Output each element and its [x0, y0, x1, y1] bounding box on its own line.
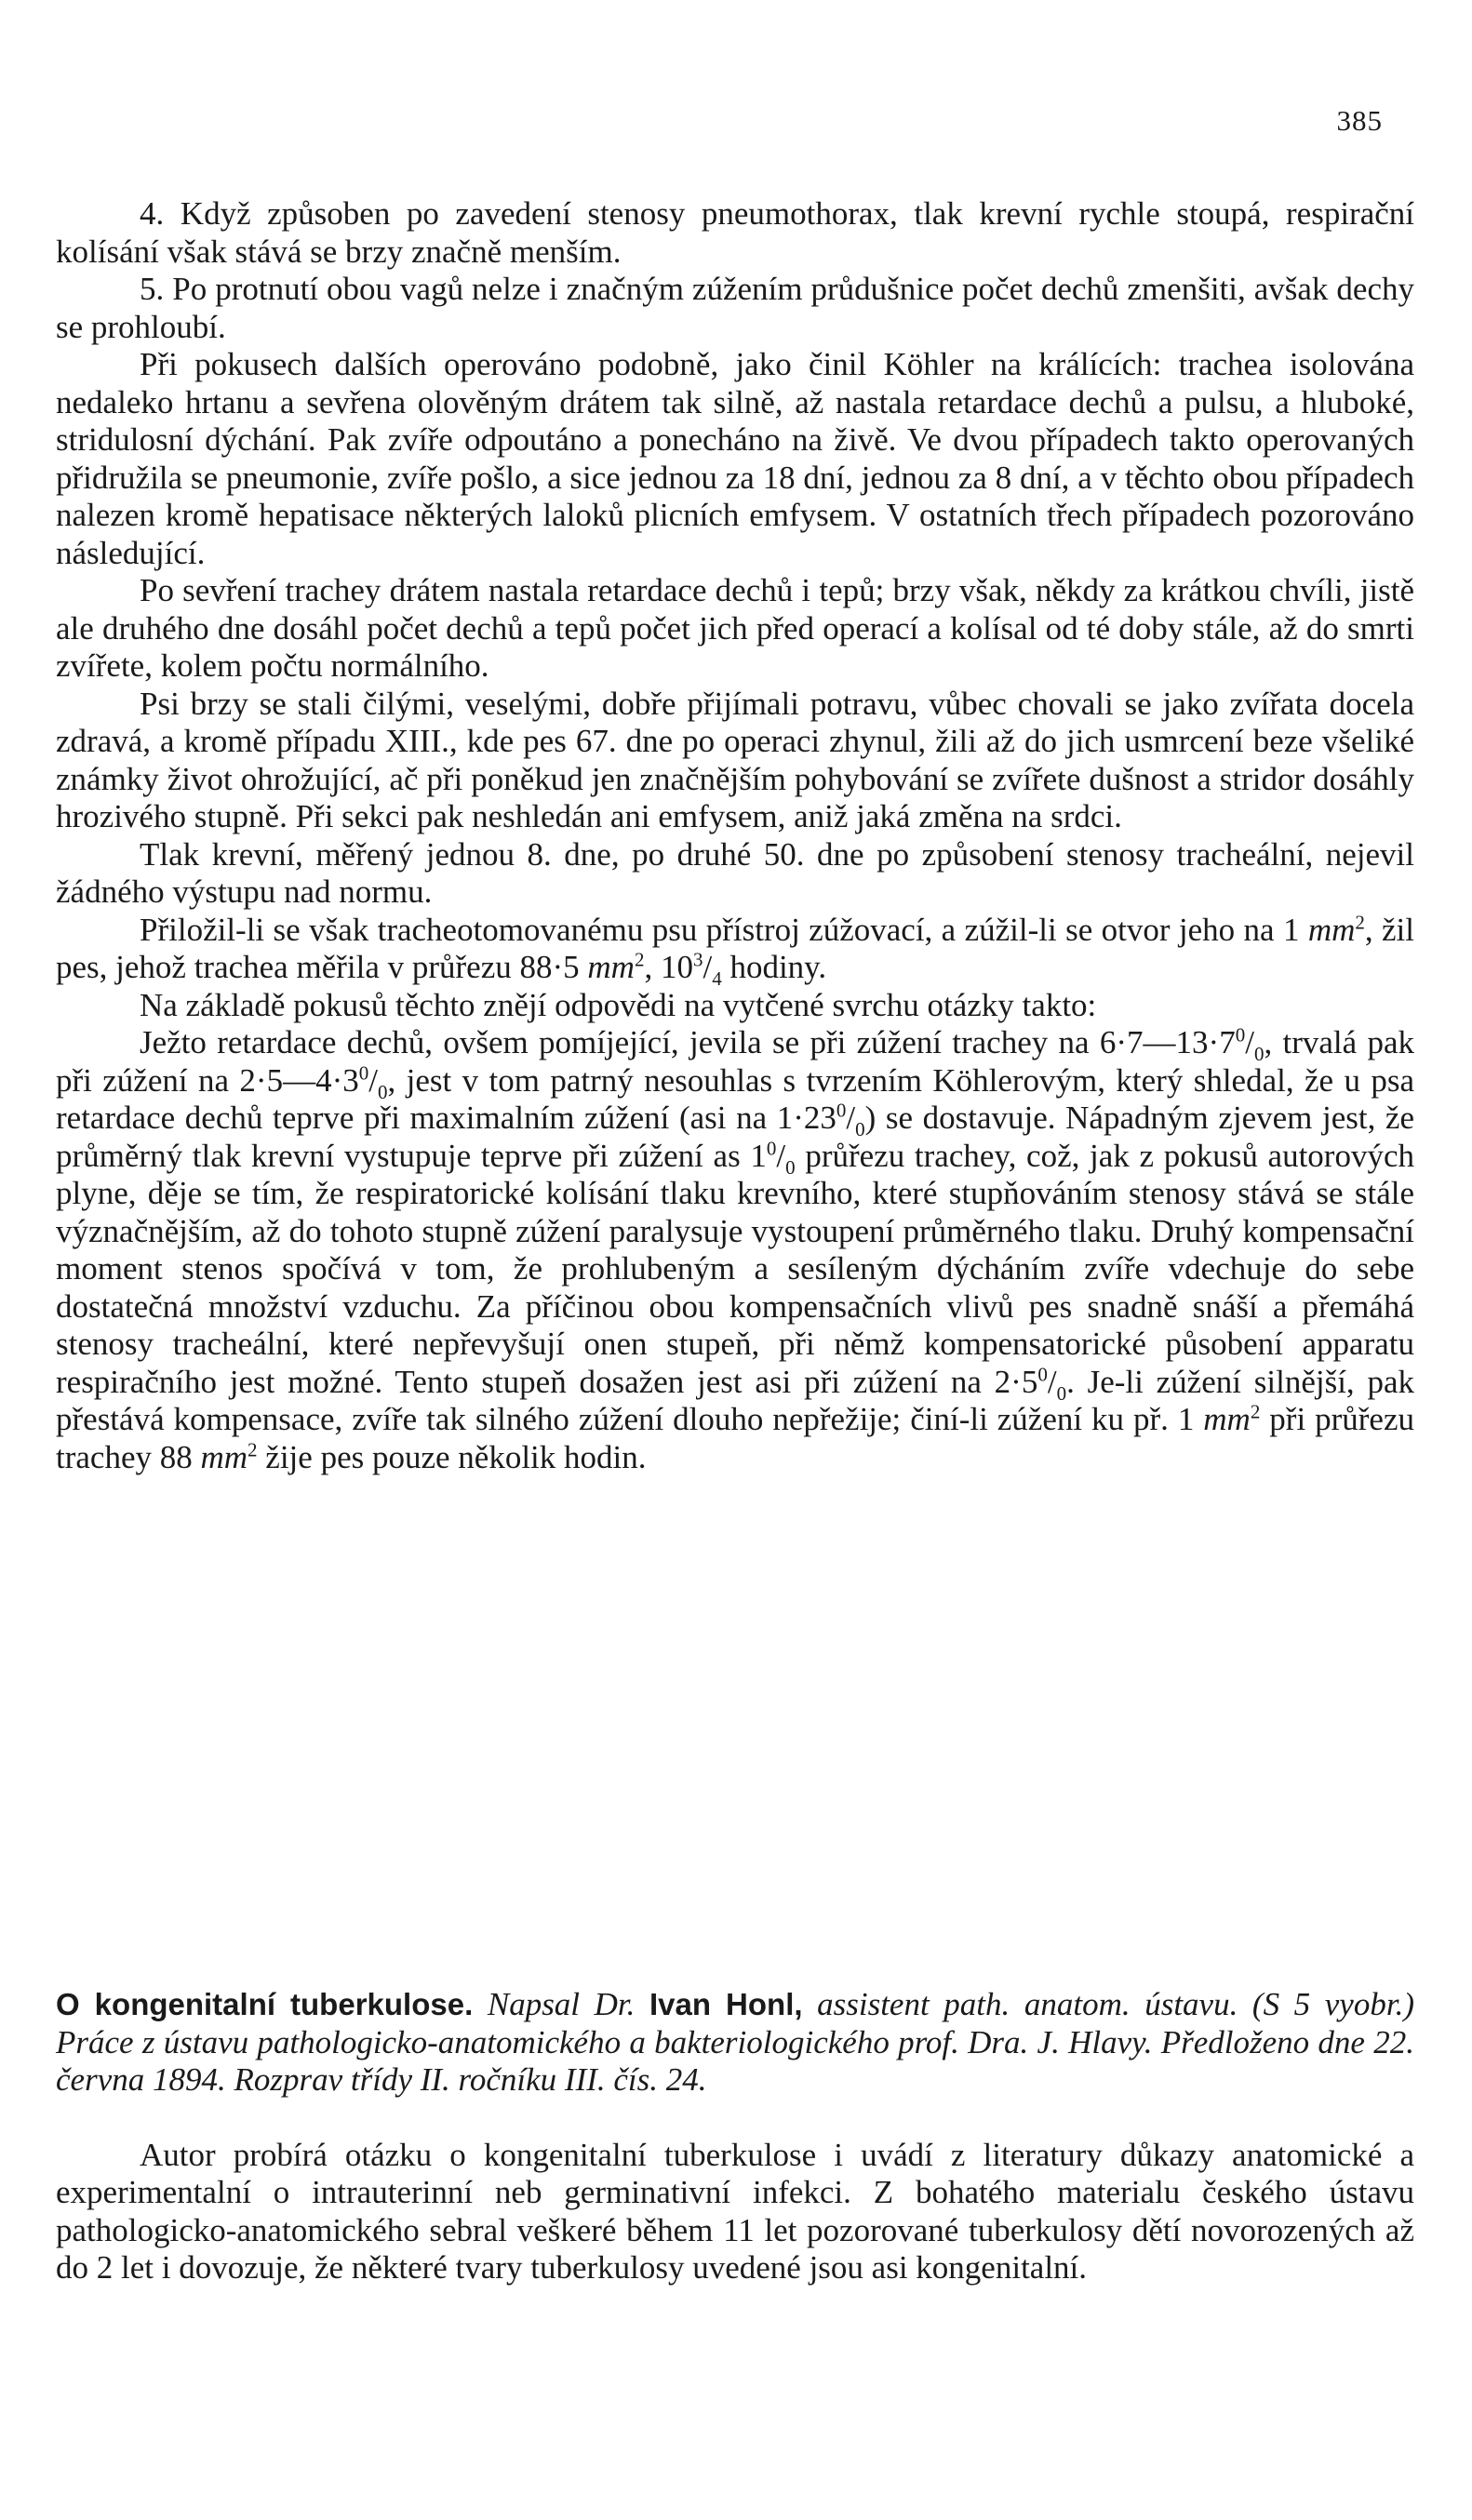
text-run: žije pes pouze několik hodin. [257, 1438, 647, 1475]
percent-zero: 0 [766, 1136, 777, 1159]
text-run: , jest v tom patrný nesouhlas s tvrzením Köhlerovým, který shledal, že u psa retardace dechů teprve při maximalním zúžení (asi na 1·23 [56, 1061, 1414, 1136]
text-run: , trvalá pak při zúžení na 2·5—4·3 [56, 1024, 1414, 1099]
percent-zero: 0 [358, 1060, 369, 1084]
text-run: , žil pes, jehož trachea měřila v průřezu 88·5 [56, 911, 1415, 985]
main-text [56, 195, 1414, 1476]
percent-zero: 0 [785, 1155, 796, 1179]
fraction-denominator: 4 [712, 967, 722, 990]
unit-mm: mm [1307, 911, 1356, 948]
exponent: 2 [1355, 910, 1365, 933]
percent-zero: 0 [1037, 1362, 1048, 1385]
text-run: Ježto retardace dechů, ovšem pomíjející, jevila se při zúžení trachey na 6·7—13·7 [140, 1024, 1236, 1060]
article-title: O kongenitalní tuberkulose. [56, 1987, 474, 2021]
percent-zero: 0 [1235, 1023, 1246, 1047]
paragraph-blood-pressure: Tlak krevní, měřený jednou 8. dne, po druhé 50. dne po způsobení stenosy tracheální, nejevil žádného výstupu nad normu. [56, 835, 1414, 910]
paragraph-item-4: 4. Když způsoben po zavedení stenosy pneumothorax, tlak krevní rychle stoupá, respirační kolísání však stává se brzy značně menším. [56, 195, 1414, 270]
article-body: Autor probírá otázku o kongenitalní tuberkulose i uvádí z literatury důkazy anatomické a experimentalní o intrauterinní neb germinativní infekci. Z bohatého materialu českého ústavu pathologicko-anatomického sebral veškeré během 11 let pozorované tuberkulosy dětí novorozených až do 2 let i dovozuje, že některé tvary tuberkulosy uvedené jsou asi kongenitalní. [56, 2136, 1414, 2286]
unit-mm: mm [587, 949, 635, 985]
percent-zero: 0 [836, 1099, 847, 1122]
fraction-numerator: 3 [692, 948, 703, 971]
percent-zero: 0 [855, 1118, 865, 1140]
page-number: 385 [1336, 104, 1383, 137]
article-abstract [56, 1986, 1414, 2287]
paragraph-experiments: Při pokusech dalších operováno podobně, jako činil Köhler na králících: trachea isolována nedaleko hrtanu a sevřena olověným drátem tak silně, až nastala retardace dechů a pulsu, a hluboké, stridulosní dýchání. Pak zvíře odpoutáno a ponecháno na živě. Ve dvou případech takto operovaných přidružila se pneumonie, zvíře pošlo, a sice jednou za 18 dní, jednou za 8 dní, a v těchto obou případech nalezen kromě hepatisace některých laloků plicních emfysem. V ostatních třech případech pozorováno následující. [56, 346, 1414, 571]
percent-zero: 0 [1253, 1043, 1265, 1065]
text-run: průřezu trachey, což, jak z pokusů autorových plyne, děje se tím, že respiratorické kolísání tlaku krevního, které stupňováním stenosy stává se stále význačnějším, až do tohoto stupně zúžení paralysuje vystoupení průměrného tlaku. Druhý kompensační moment stenos spočívá v tom, že prohlubeným a sesíleným dýcháním zvíře vdechuje do sebe dostatečná množství vzduchu. Za příčinou obou kompensačních vlivů pes snadně snáší a přemáhá stenosy tracheální, které nepřevyšují onen stupeň, při němž kompensatorické působení apparatu respiračního jest možné. Tento stupeň dosažen jest asi při zúžení na 2·5 [56, 1137, 1414, 1400]
article-author: Ivan Honl, [649, 1987, 803, 2021]
text-run: . Je-li zúžení silnější, pak přestává kompensace, zvíře tak silného zúžení dlouho nepřežije; činí-li zúžení ku př. 1 [56, 1363, 1414, 1437]
paragraph-trachea-clamp: Po sevření trachey drátem nastala retardace dechů i tepů; brzy však, někdy za krátkou chvíli, jistě ale druhého dne dosáhl počet dechů a tepů počet jich před operací a kolísal od té doby stále, až do smrti zvířete, kolem počtu normálního. [56, 572, 1414, 684]
text-run: hodiny. [721, 949, 827, 985]
exponent: 2 [634, 948, 645, 971]
paragraph-conclusion-intro: Na základě pokusů těchto znějí odpovědi na vytčené svrchu otázky takto: [140, 986, 1097, 1023]
paragraph-dogs-health: Psi brzy se stali čilými, veselými, dobře přijímali potravu, vůbec chovali se jako zvířata docela zdravá, a kromě případu XIII., kde pes 67. dne po operaci zhynul, žili až do jich usmrcení beze všeliké známky život ohrožující, ač při poněkud jen značnějším pohybování se zvířete dušnost a stridor dosáhly hrozivého stupně. Při sekci pak neshledán ani emfysem, aniž jaká změna na srdci. [56, 685, 1414, 834]
article-by: Napsal Dr. [473, 1986, 649, 2022]
percent-zero: 0 [377, 1080, 388, 1103]
percent-zero: 0 [1056, 1381, 1067, 1405]
unit-mm: mm [1203, 1401, 1251, 1437]
exponent: 2 [1250, 1400, 1261, 1423]
paragraph-item-5: 5. Po protnutí obou vagů nelze i značným zúžením průdušnice počet dechů zmenšiti, avšak dechy se prohloubí. [56, 271, 1414, 345]
exponent: 2 [248, 1437, 258, 1460]
text-run: , 10 [644, 949, 693, 985]
text-run: při průřezu trachey 88 [56, 1401, 1414, 1475]
paragraph-conclusions: Ježto retardace dechů, ovšem pomíjející, jevila se při zúžení trachey na $6\cdot 7—13\cdot 7^0/_0$, trvalá pak při zúžení na $2\cdot 5—4\cdot 3^0/_0$, jest v tom patrný nesouhlas s tvrzením Köhlerovým, který shledal, že u psa retardace dechů teprve při maximalním zúžení (asi na $1\cdot 23^0/_0$) se dostavuje. Nápadným zjevem jest, že průměrný tlak krevní vystupuje teprve při zúžení as $1^0/_0$ průřezu trachey, což, jak z pokusů autorových plyne, děje se tím, že respiratorické kolísání tlaku krevního, které stupňováním stenosy stává se stále význačnějším, až do tohoto stupně zúžení paralysuje vystoupení průměrného tlaku. Druhý kompensační moment stenos spočívá v tom, že prohlubeným a sesíleným dýcháním zvíře vdechuje do sebe dostatečná množství vzduchu. Za příčinou obou kompensačních vlivů pes snadně snáší a přemáhá stenosy tracheální, které nepřevyšují onen stupeň, při němž kompensatorické působení apparatu respiračního jest možné. Tento stupeň dosažen jest asi při zúžení na $2\cdot 5^0/_0$. Je-li zúžení silnější, pak přestává kompensace, zvíře tak silného zúžení dlouho nepřežije; činí-li zúžení ku př. 1 $mm^2$ při průřezu trachey 88 $mm^2$ žije pes pouze několik hodin. [56, 1023, 1414, 1475]
article-meta: assistent path. anatom. ústavu. (S 5 vyobr.) Práce z ústavu pathologicko-anatomického a bakteriologického prof. Dra. J. Hlavy. Předloženo dne 22. června 1894. Rozprav třídy II. ročníku III. čís. 24. [56, 1986, 1414, 2098]
article-heading [56, 1986, 1414, 2100]
unit-mm: mm [200, 1438, 248, 1475]
paragraph-tracheotomy: Přiložil-li se však tracheotomovanému psu přístroj zúžovací, a zúžil-li se otvor jeho na 1 $mm^2$, žil pes, jehož trachea měřila v průřezu 88·5 $mm^2$, $10^3/_4$ hodiny. [56, 910, 1415, 990]
text-run: ) se dostavuje. Nápadným zjevem jest, že průměrný tlak krevní vystupuje teprve při zúžení as 1 [56, 1100, 1414, 1174]
text-run: Přiložil-li se však tracheotomovanému psu přístroj zúžovací, a zúžil-li se otvor jeho na 1 [140, 911, 1308, 948]
